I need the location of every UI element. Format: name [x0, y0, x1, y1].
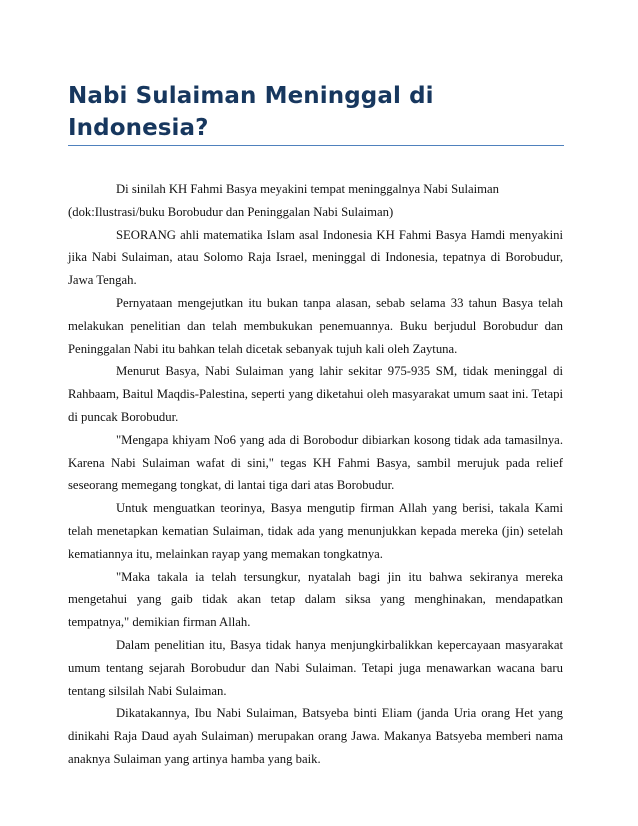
page-title: Nabi Sulaiman Meninggal di Indonesia?: [68, 83, 434, 141]
paragraph: Dalam penelitian itu, Basya tidak hanya menjungkirbalikkan kepercayaan masyarakat umum tentang sejarah Borobudur dan Nabi Sulaiman. Tetapi juga menawarkan wacana baru tentang silsilah Nabi Sulaiman.: [68, 637, 563, 698]
paragraph: "Mengapa khiyam No6 yang ada di Borobodur dibiarkan kosong tidak ada tamasilnya. Karena Nabi Sulaiman wafat di sini," tegas KH Fahmi Basya, sambil merujuk pada relief seseorang memegang tongkat, di lantai tiga dari atas Borobudur.: [68, 432, 563, 493]
paragraph: Dikatakannya, Ibu Nabi Sulaiman, Batsyeba binti Eliam (janda Uria orang Het yang dinikahi Raja Daud ayah Sulaiman) merupakan orang Jawa. Makanya Batsyeba memberi nama anaknya Sulaiman yang artinya hamba yang baik.: [68, 706, 563, 766]
paragraph: "Maka takala ia telah tersungkur, nyatalah bagi jin itu bahwa sekiranya mereka mengetahui yang gaib tidak akan tetap dalam siksa yang menghinakan, mendapatkan tempatnya," demikian firman Allah.: [68, 569, 563, 630]
article-body: [68, 178, 563, 771]
paragraph: SEORANG ahli matematika Islam asal Indonesia KH Fahmi Basya Hamdi menyakini jika Nabi Sulaiman, atau Solomo Raja Israel, meninggal di Indonesia, tepatnya di Borobudur, Jawa Tengah.: [68, 227, 563, 288]
paragraph: Menurut Basya, Nabi Sulaiman yang lahir sekitar 975-935 SM, tidak meninggal di Rahbaam, Baitul Maqdis-Palestina, seperti yang diketahui oleh masyarakat umum saat ini. Tetapi di puncak Borobudur.: [68, 364, 563, 424]
paragraph: Untuk menguatkan teorinya, Basya mengutip firman Allah yang berisi, takala Kami telah menetapkan kematian Sulaiman, tidak ada yang menunjukkan kepada mereka (jin) setelah kematiannya itu, melainkan rayap yang memakan tongkatnya.: [68, 501, 563, 561]
paragraph: Pernyataan mengejutkan itu bukan tanpa alasan, sebab selama 33 tahun Basya telah melakukan penelitian dan telah membukukan penemuannya. Buku berjudul Borobudur dan Peninggalan Nabi itu bahkan telah dicetak sebanyak tujuh kali oleh Zaytuna.: [68, 295, 563, 356]
title-underline: [68, 145, 564, 146]
image-caption: (dok:Ilustrasi/buku Borobudur dan Peninggalan Nabi Sulaiman): [68, 204, 394, 219]
paragraph-intro: Di sinilah KH Fahmi Basya meyakini tempat meninggalnya Nabi Sulaiman: [116, 182, 500, 196]
